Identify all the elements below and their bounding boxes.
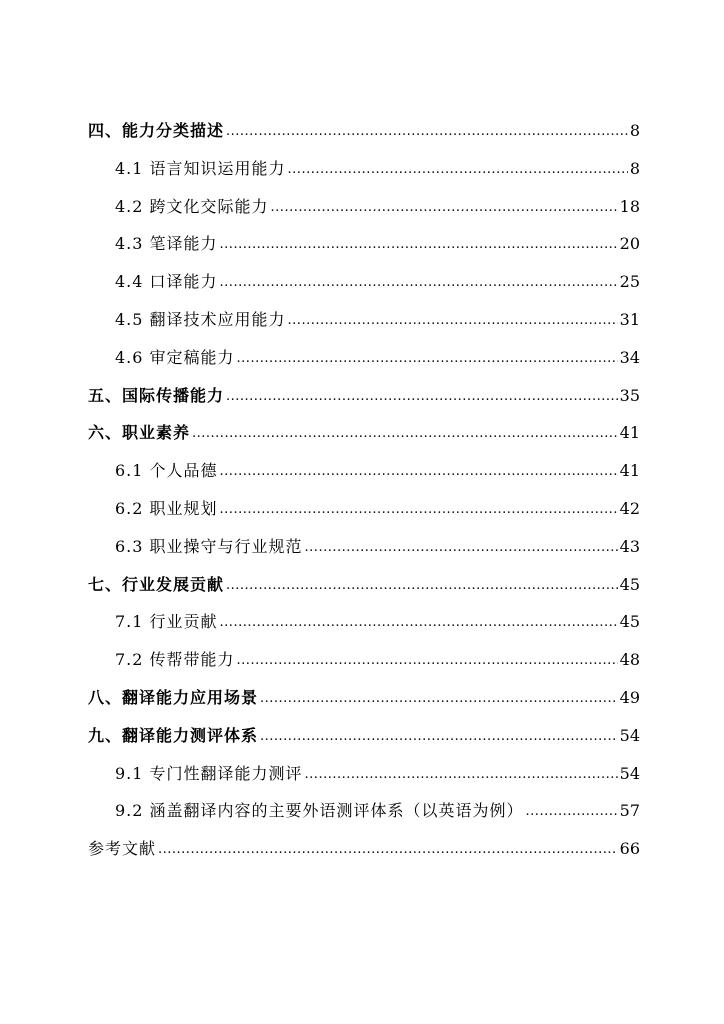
toc-leader-dots bbox=[526, 800, 618, 816]
toc-entry-section-4[interactable] bbox=[88, 112, 640, 150]
toc-entry-page: 54 bbox=[619, 763, 640, 783]
toc-entry-page: 66 bbox=[619, 839, 640, 859]
toc-entry-page: 45 bbox=[619, 574, 640, 594]
toc-entry-title: 7.1 行业贡献 bbox=[115, 612, 218, 632]
toc-entry-4-6[interactable] bbox=[88, 339, 640, 377]
toc-leader-dots bbox=[237, 347, 618, 363]
toc-entry-7-2[interactable] bbox=[88, 641, 640, 679]
toc-entry-title: 九、翻译能力测评体系 bbox=[88, 725, 259, 745]
toc-entry-page: 54 bbox=[619, 725, 640, 745]
toc-entry-page: 43 bbox=[619, 536, 640, 556]
toc-entry-page: 8 bbox=[629, 121, 640, 140]
toc-leader-dots bbox=[220, 233, 618, 249]
toc-entry-title: 4.2 跨文化交际能力 bbox=[115, 196, 269, 216]
toc-entry-title: 八、翻译能力应用场景 bbox=[88, 687, 259, 707]
toc-entry-4-4[interactable] bbox=[88, 263, 640, 301]
toc-entry-7-1[interactable] bbox=[88, 603, 640, 641]
toc-entry-4-1[interactable] bbox=[88, 150, 640, 188]
toc-entry-title: 五、国际传播能力 bbox=[88, 385, 225, 405]
toc-entry-page: 41 bbox=[619, 423, 640, 443]
toc-entry-title: 6.1 个人品德 bbox=[115, 461, 218, 481]
toc-leader-dots bbox=[220, 611, 618, 627]
toc-entry-4-5[interactable] bbox=[88, 301, 640, 339]
toc-entry-9-2[interactable] bbox=[88, 792, 640, 830]
toc-entry-title: 4.4 口译能力 bbox=[115, 272, 218, 292]
toc-leader-dots bbox=[226, 385, 618, 401]
toc-entry-6-2[interactable] bbox=[88, 490, 640, 528]
toc-entry-title: 4.6 审定稿能力 bbox=[115, 347, 235, 367]
toc-leader-dots bbox=[226, 120, 628, 136]
toc-entry-section-5[interactable] bbox=[88, 377, 640, 415]
toc-entry-title: 6.3 职业操守与行业规范 bbox=[115, 536, 303, 556]
toc-entry-title: 参考文献 bbox=[88, 839, 157, 859]
toc-entry-section-8[interactable] bbox=[88, 679, 640, 717]
toc-entry-title: 4.5 翻译技术应用能力 bbox=[115, 309, 286, 329]
toc-entry-title: 9.1 专门性翻译能力测评 bbox=[115, 763, 303, 783]
toc-leader-dots bbox=[226, 574, 618, 590]
toc-leader-dots bbox=[271, 196, 618, 212]
toc-entry-page: 41 bbox=[619, 461, 640, 481]
toc-entry-title: 6.2 职业规划 bbox=[115, 498, 218, 518]
toc-leader-dots bbox=[288, 158, 628, 174]
toc-entry-4-3[interactable] bbox=[88, 225, 640, 263]
toc-entry-page: 48 bbox=[619, 650, 640, 670]
toc-entry-4-2[interactable] bbox=[88, 188, 640, 226]
toc-entry-title: 4.3 笔译能力 bbox=[115, 234, 218, 254]
toc-entry-page: 31 bbox=[619, 309, 640, 329]
toc-entry-section-6[interactable] bbox=[88, 414, 640, 452]
table-of-contents bbox=[88, 112, 640, 868]
toc-entry-page: 25 bbox=[619, 272, 640, 292]
toc-entry-title: 七、行业发展贡献 bbox=[88, 574, 225, 594]
toc-leader-dots bbox=[220, 460, 618, 476]
toc-entry-page: 34 bbox=[619, 347, 640, 367]
toc-entry-page: 20 bbox=[619, 234, 640, 254]
toc-leader-dots bbox=[220, 498, 618, 514]
toc-entry-title: 4.1 语言知识运用能力 bbox=[115, 158, 286, 178]
toc-entry-references[interactable] bbox=[88, 830, 640, 868]
toc-leader-dots bbox=[288, 309, 618, 325]
toc-leader-dots bbox=[158, 838, 618, 854]
toc-entry-page: 18 bbox=[619, 196, 640, 216]
toc-entry-page: 57 bbox=[619, 801, 640, 821]
toc-entry-title: 9.2 涵盖翻译内容的主要外语测评体系（以英语为例） bbox=[115, 801, 524, 821]
toc-leader-dots bbox=[237, 649, 618, 665]
toc-leader-dots bbox=[220, 271, 618, 287]
toc-leader-dots bbox=[260, 687, 618, 703]
toc-entry-page: 49 bbox=[619, 687, 640, 707]
toc-leader-dots bbox=[305, 536, 618, 552]
toc-entry-6-3[interactable] bbox=[88, 528, 640, 566]
toc-entry-page: 45 bbox=[619, 612, 640, 632]
toc-entry-title: 7.2 传帮带能力 bbox=[115, 650, 235, 670]
toc-entry-section-9[interactable] bbox=[88, 717, 640, 755]
toc-entry-6-1[interactable] bbox=[88, 452, 640, 490]
toc-leader-dots bbox=[192, 422, 618, 438]
toc-entry-page: 8 bbox=[629, 158, 640, 178]
toc-entry-9-1[interactable] bbox=[88, 755, 640, 793]
toc-entry-page: 42 bbox=[619, 498, 640, 518]
toc-entry-title: 六、职业素养 bbox=[88, 423, 191, 443]
toc-entry-section-7[interactable] bbox=[88, 566, 640, 604]
toc-entry-page: 35 bbox=[619, 385, 640, 405]
toc-leader-dots bbox=[305, 763, 618, 779]
toc-entry-title: 四、能力分类描述 bbox=[88, 121, 225, 140]
toc-leader-dots bbox=[260, 725, 618, 741]
